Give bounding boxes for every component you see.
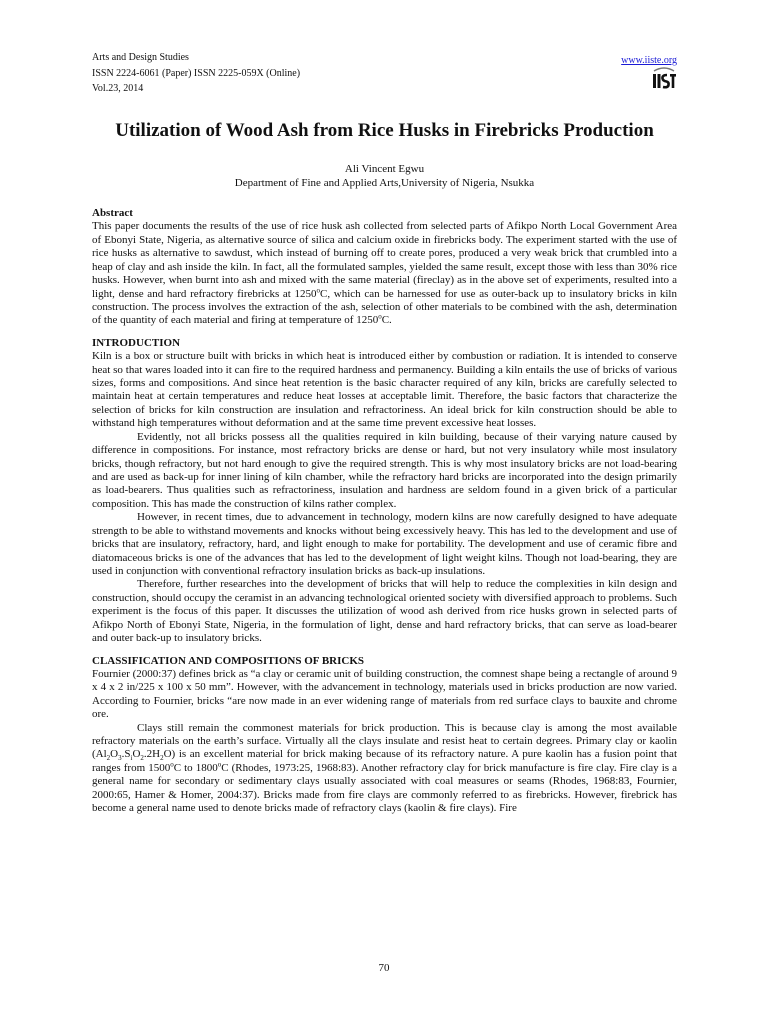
journal-issn: ISSN 2224-6061 (Paper) ISSN 2225-059X (Online) [92,67,301,79]
iiste-logo [651,66,677,90]
intro-paragraph-4: Therefore, further researches into the development of bricks that will help to reduce the complexities in kiln design and construction, should occupy the ceramist in an advancing technological oriented society with diversified approach to problems. Such experiment is the focus of this paper. It discusses the utilization of wood ash derived from rice husks grown in selected parts of Afikpo North of Ebonyi State, Nigeria, in the formulation of light, dense and hard refractory bricks, that can serve as load-bearer and outer back-up to insulatory bricks. [92,578,677,645]
paper-body [92,207,677,816]
introduction-heading: INTRODUCTION [92,336,181,349]
intro-paragraph-2: Evidently, not all bricks possess all the qualities required in kiln building, because of their varying nature caused by difference in compositions. For instance, most refractory bricks are dense or hard, but not very insulatory while most insulatory bricks, though refractory, but not hard enough to give the required strength. This is why most insulatory bricks are not load-bearing and are used as back-up for inner lining of kiln chamber, while the refractory hard bricks are incorporated into the design primarily as load-bearers. Thus qualities such as refractoriness, insulation and hardness are seldom found in a given brick of a particular composition. This has made the construction of kilns rather complex. [92,430,677,510]
classification-paragraph-1: Fournier (2000:37) defines brick as “a clay or ceramic unit of building construction, the comnest shape being a rectangle of around 9 x 4 x 2 in/225 x 100 x 50 mm”. However, with the advancement in technology, materials used in bricks production are now varied. According to Fournier, bricks “are now made in an ever widening range of materials from red surface clays to bauxite and chrome ore. [92,667,677,721]
journal-name: Arts and Design Studies [92,52,189,63]
abstract-paragraph: This paper documents the results of the use of rice husk ash collected from selected parts of Afikpo North Local Government Area of Ebonyi State, Nigeria, as alternative source of silica and calcium oxide in firebricks body. The experiment started with the use of rice husks as alternative to sawdust, which instead of burning off to create pores, produced a very weak brick that crumbled into a heap of clay and ash inside the kiln. In fact, all the formulated samples, yielded the same result, except those with less than 30% rice husks. However, when burnt into ash and mixed with the same material (fireclay) as in the above set of experiments, resulted into a light, dense and hard refractory firebricks at 1250$^o$C, which can be harnessed for use as outer-back up to insulatory bricks in kiln construction. The process involves the extraction of the ash, selection of other materials to be combined with the ash, determination of the quantity of each material and firing at temperature of 1250$^o$C. [92,220,677,327]
journal-url-link[interactable]: www.iiste.org [621,55,677,66]
abstract-heading: Abstract [92,207,133,219]
intro-paragraph-3: However, in recent times, due to advancement in technology, modern kilns are now carefully designed to have adequate strength to be able to withstand movements and knocks without being excessively heavy. This has led to the development and use of bricks that are insulatory, refractory, hard, and light enough to make for portability. The development and use of ceramic fibre and diatomaceous bricks is one of the advances that has led to the development of light weight kilns. Though not load-bearing, they are used in conjunction with conventional refractory insulation bricks as back-up insulations. [92,511,677,577]
intro-paragraph-1: Kiln is a box or structure built with bricks in which heat is introduced either by combustion or radiation. It is intended to conserve heat so that wares loaded into it can fire to the required hardness and permanency. Building a kiln entails the use of bricks of various sizes, forms and compositions. And since heat retention is the basic character required of any kiln, bricks are carefully selected to maintain heat at certain temperatures and reduce heat losses at acceptable limit. Therefore, the basic factors that characterize the selection of bricks for kiln construction are insulation and refractoriness. An ideal brick for kiln construction should be able to withstand high temperatures without deformation and at the same time prevent excessive heat losses. [92,350,677,430]
page-number: 70 [378,962,390,974]
paper-affiliation: Department of Fine and Applied Arts,University of Nigeria, Nsukka [234,177,535,189]
classification-paragraph-2: Clays still remain the commonest materials for brick production. This is because clay is among the most available refractory materials on the earth’s surface. Virtually all the clays insulate and resist heat to certain degrees. Primary clay or kaolin $(Al_2O_3.S_iO_2.2H_2O)$ is an excellent material for brick making because of its refractory nature. A pure kaolin has a fusion point that ranges from 1500$^o$C to 1800$^o$C (Rhodes, 1973:25, 1968:83). Another refractory clay for brick manufacture is fire clay. Fire clay is a general name for secondary or sedimentary clays usually associated with coal measures or seams (Rhodes, 1968:83, Fournier, 2000:65, Hamer & Homer, 2004:37). Bricks made from fire clays are commonly referred to as firebricks. However, firebrick has become a general name used to denote bricks made of refractory clays (kaolin & fire clays). Fire [92,721,677,815]
paper-title: Utilization of Wood Ash from Rice Husks in Firebricks Production [115,119,654,141]
paper-author: Ali Vincent Egwu [344,163,425,175]
journal-volume: Vol.23, 2014 [92,83,144,94]
classification-heading: CLASSIFICATION AND COMPOSITIONS OF BRICKS [92,654,364,667]
journal-header [92,50,300,97]
